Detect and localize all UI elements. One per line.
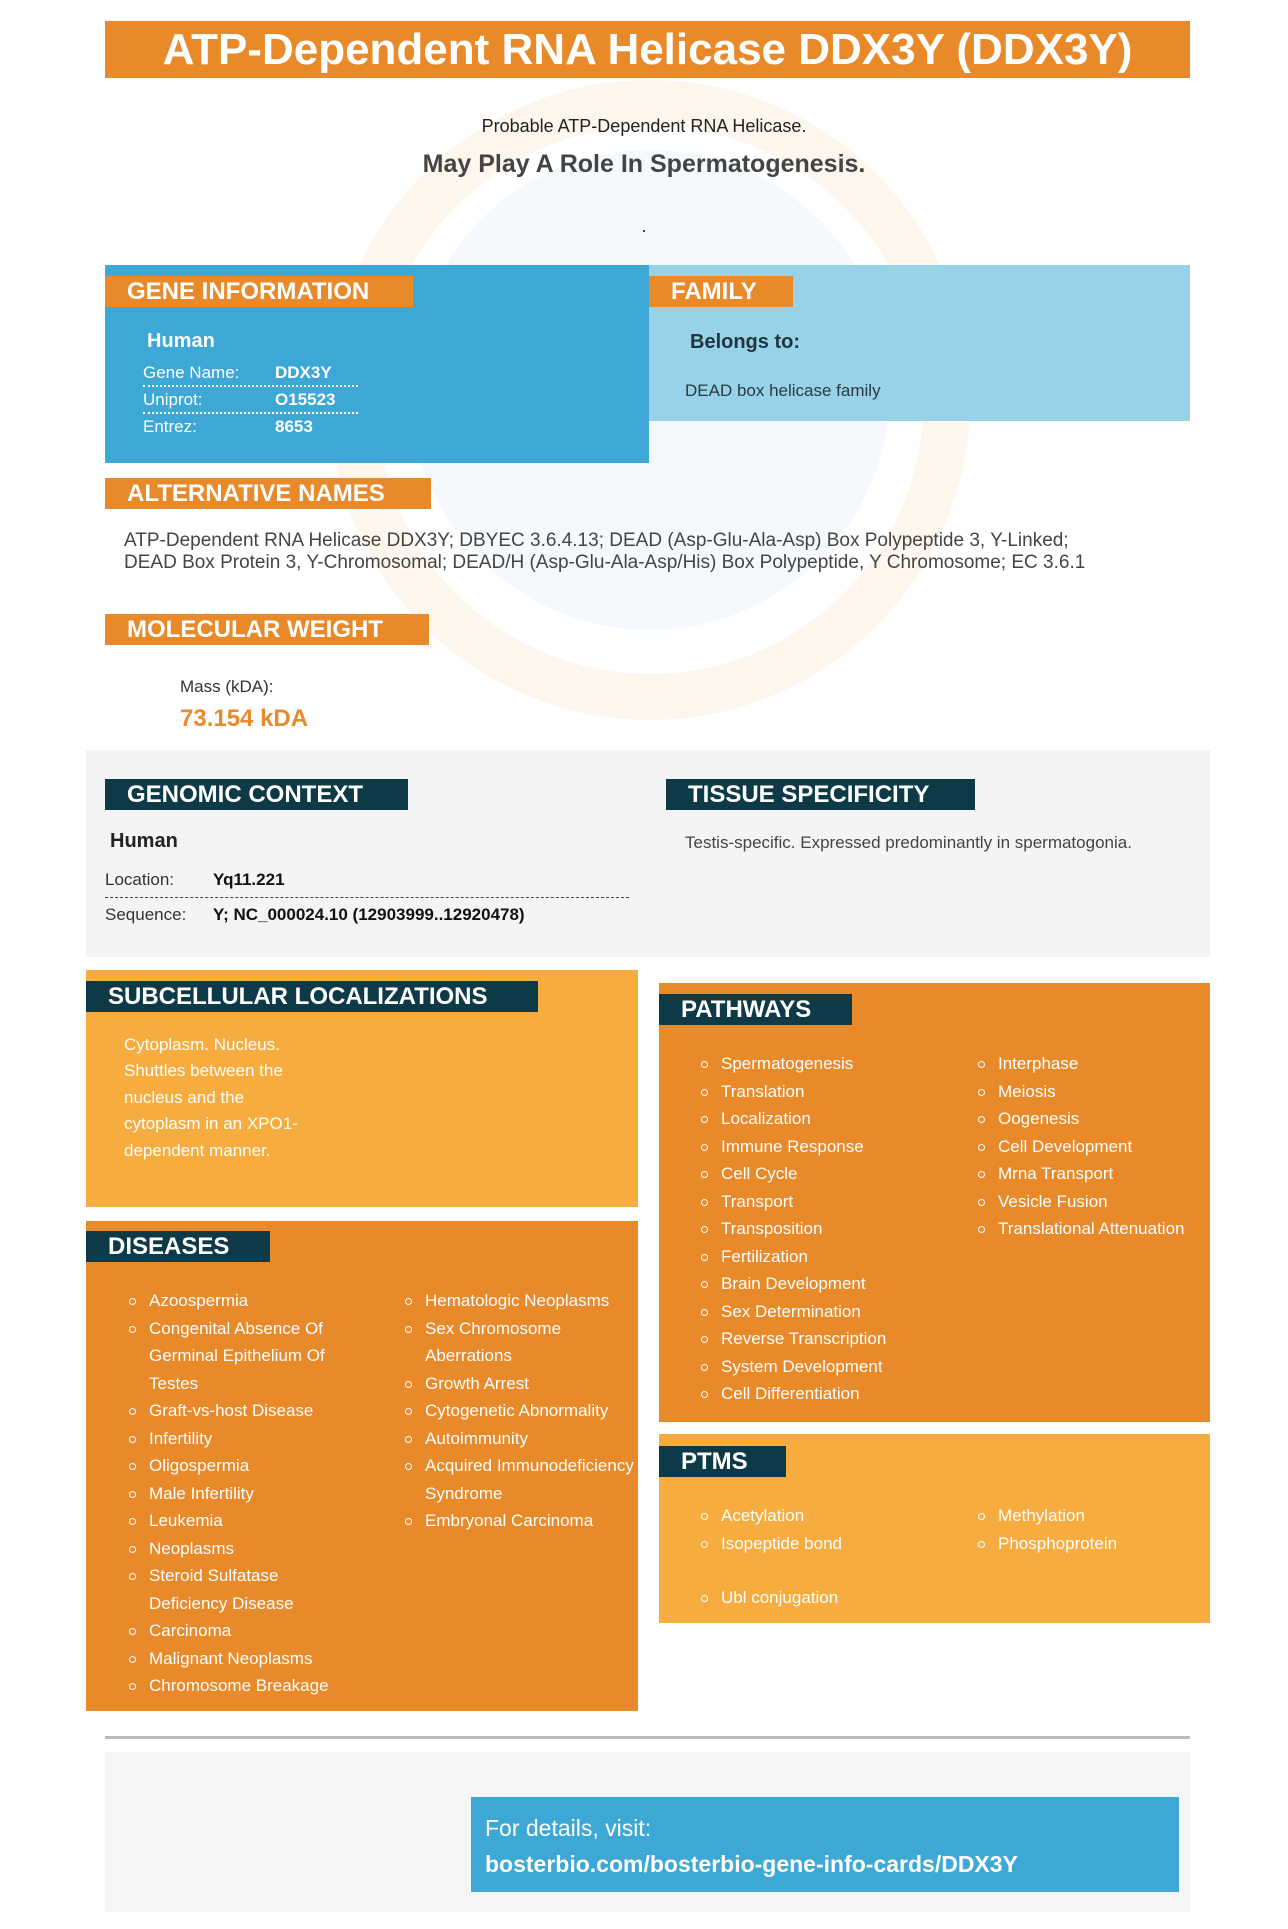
pathway-item: Transport	[701, 1188, 951, 1216]
disease-item: Steroid Sulfatase Deficiency Disease	[129, 1562, 359, 1617]
mass-label: Mass (kDA):	[180, 677, 274, 696]
pathway-item: Localization	[701, 1105, 951, 1133]
ptms-list-col2	[978, 1502, 1210, 1557]
ptm-item: Acetylation	[701, 1502, 951, 1530]
alternative-names-line-1: ATP-Dependent RNA Helicase DDX3Y; DBYEC 3.6.4.13; DEAD (Asp-Glu-Ala-Asp) Box Polypeptide 3, Y-Linked;	[124, 530, 1069, 551]
details-url-link[interactable]: bosterbio.com/bosterbio-gene-info-cards/DDX3Y	[485, 1851, 1018, 1877]
disease-item: Leukemia	[129, 1507, 359, 1535]
pathway-item: Translation	[701, 1078, 951, 1106]
family-belongs-label: Belongs to:	[690, 331, 800, 353]
tissue-specificity-text: Testis-specific. Expressed predominantly in spermatogonia.	[685, 833, 1132, 852]
pathway-item: Cell Development	[978, 1133, 1210, 1161]
pathway-item: System Development	[701, 1353, 951, 1381]
ptm-item: Phosphoprotein	[978, 1530, 1210, 1558]
details-link-box[interactable]	[471, 1797, 1179, 1892]
details-label: For details, visit:	[485, 1815, 652, 1841]
alternative-names-line-2: DEAD Box Protein 3, Y-Chromosomal; DEAD/H (Asp-Glu-Ala-Asp/His) Box Polypeptide, Y Chromosome; EC 3.6.1	[124, 552, 1086, 573]
pathway-item: Translational Attenuation	[978, 1215, 1210, 1243]
molecular-weight-header: MOLECULAR WEIGHT	[105, 614, 429, 645]
family-value: DEAD box helicase family	[685, 381, 881, 400]
pathway-item: Interphase	[978, 1050, 1210, 1078]
pathways-header: PATHWAYS	[659, 994, 852, 1025]
gene-information-header: GENE INFORMATION	[105, 276, 413, 307]
location-label: Location:	[105, 870, 174, 889]
subcellular-text	[124, 1032, 298, 1164]
diseases-header: DISEASES	[86, 1231, 270, 1262]
location-row	[105, 866, 629, 898]
pathway-item: Reverse Transcription	[701, 1325, 951, 1353]
pathway-item: Oogenesis	[978, 1105, 1210, 1133]
footer-divider	[105, 1736, 1190, 1739]
gene-species: Human	[147, 330, 215, 352]
disease-item: Neoplasms	[129, 1535, 359, 1563]
pathway-item: Transposition	[701, 1215, 951, 1243]
disease-item: Autoimmunity	[405, 1425, 635, 1453]
disease-item: Growth Arrest	[405, 1370, 635, 1398]
disease-item: Cytogenetic Abnormality	[405, 1397, 635, 1425]
entrez-row	[143, 413, 358, 441]
pathway-item: Vesicle Fusion	[978, 1188, 1210, 1216]
diseases-list-col1	[129, 1287, 359, 1700]
disease-item: Congenital Absence Of Germinal Epithelium Of Testes	[129, 1315, 359, 1398]
summary-line-2: May Play A Role In Spermatogenesis.	[422, 150, 866, 178]
subcellular-line: nucleus and the	[124, 1087, 245, 1107]
disease-item: Male Infertility	[129, 1480, 359, 1508]
disease-item: Azoospermia	[129, 1287, 359, 1315]
ptm-item: Ubl conjugation	[701, 1584, 951, 1612]
gene-name-value: DDX3Y	[275, 363, 332, 382]
pathways-list-col2	[978, 1050, 1210, 1243]
mass-value: 73.154 kDA	[180, 705, 309, 732]
location-value: Yq11.221	[213, 870, 285, 889]
disease-item: Oligospermia	[129, 1452, 359, 1480]
entrez-label: Entrez:	[143, 417, 197, 436]
pathways-list-col1	[701, 1050, 951, 1408]
disease-item: Sex Chromosome Aberrations	[405, 1315, 635, 1370]
tissue-specificity-header: TISSUE SPECIFICITY	[666, 779, 975, 810]
gene-name-label: Gene Name:	[143, 363, 240, 382]
diseases-list-col2	[405, 1287, 635, 1535]
summary-line-1: Probable ATP-Dependent RNA Helicase.	[481, 116, 807, 136]
pathway-item: Immune Response	[701, 1133, 951, 1161]
pathway-item: Fertilization	[701, 1243, 951, 1271]
subcellular-line: dependent manner.	[124, 1140, 271, 1160]
genomic-context-header: GENOMIC CONTEXT	[105, 779, 408, 810]
subcellular-line: Shuttles between the	[124, 1061, 283, 1081]
uniprot-value: O15523	[275, 390, 336, 409]
pathway-item: Brain Development	[701, 1270, 951, 1298]
genomic-species: Human	[110, 830, 178, 852]
ptm-item: Methylation	[978, 1502, 1210, 1530]
pathway-item: Sex Determination	[701, 1298, 951, 1326]
entrez-value: 8653	[275, 417, 313, 436]
ptm-item: Isopeptide bond	[701, 1530, 951, 1558]
pathway-item: Spermatogenesis	[701, 1050, 951, 1078]
disease-item: Infertility	[129, 1425, 359, 1453]
sequence-row	[105, 901, 629, 931]
sequence-value: Y; NC_000024.10 (12903999..12920478)	[213, 905, 525, 924]
disease-item: Graft-vs-host Disease	[129, 1397, 359, 1425]
disease-item: Acquired Immunodeficiency Syndrome	[405, 1452, 635, 1507]
ptms-list-extra	[701, 1584, 951, 1612]
pathway-item: Meiosis	[978, 1078, 1210, 1106]
pathway-item: Cell Differentiation	[701, 1380, 951, 1408]
pathway-item: Cell Cycle	[701, 1160, 951, 1188]
summary-line-3: .	[641, 216, 647, 236]
disease-item: Chromosome Breakage	[129, 1672, 359, 1700]
ptms-header: PTMS	[659, 1446, 786, 1477]
disease-item: Embryonal Carcinoma	[405, 1507, 635, 1535]
pathway-item: Mrna Transport	[978, 1160, 1210, 1188]
family-header: FAMILY	[649, 276, 793, 307]
gene-name-row	[143, 359, 358, 387]
disease-item: Hematologic Neoplasms	[405, 1287, 635, 1315]
subcellular-header: SUBCELLULAR LOCALIZATIONS	[86, 981, 538, 1012]
ptms-list-col1	[701, 1502, 951, 1557]
subcellular-line: Cytoplasm. Nucleus.	[124, 1035, 280, 1054]
alternative-names-text	[124, 530, 1174, 574]
disease-item: Carcinoma	[129, 1617, 359, 1645]
sequence-label: Sequence:	[105, 905, 187, 924]
subcellular-line: cytoplasm in an XPO1-	[124, 1114, 298, 1134]
page-title: ATP-Dependent RNA Helicase DDX3Y (DDX3Y)	[105, 21, 1190, 78]
disease-item: Malignant Neoplasms	[129, 1645, 359, 1673]
uniprot-row	[143, 386, 358, 414]
alternative-names-header: ALTERNATIVE NAMES	[105, 478, 431, 509]
uniprot-label: Uniprot:	[143, 390, 203, 409]
